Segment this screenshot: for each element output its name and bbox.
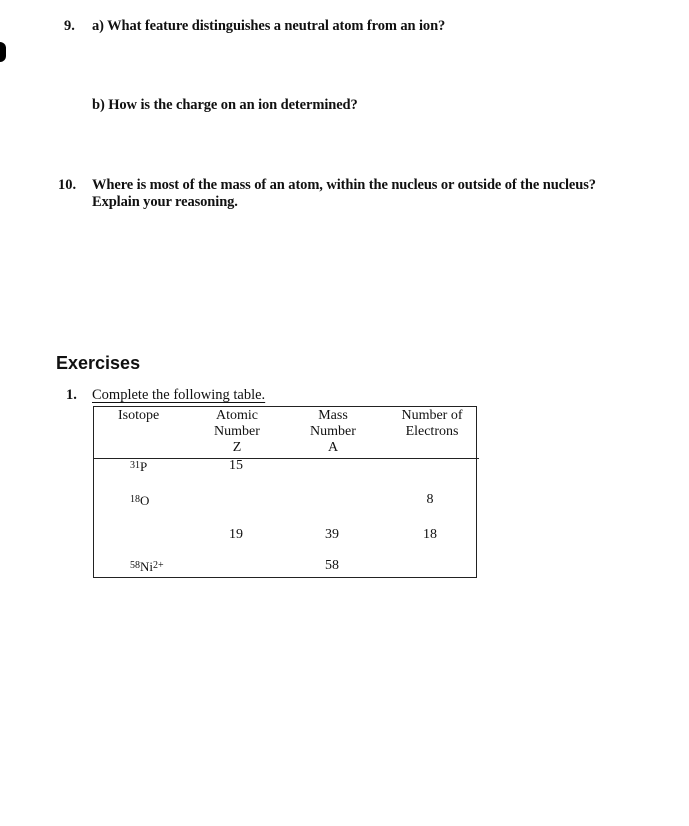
exercises-heading: Exercises — [56, 353, 141, 373]
exercise-1-text: Complete the following table. — [92, 387, 266, 403]
header-mass-number — [300, 408, 366, 456]
header-mass-line2: Number — [310, 424, 356, 439]
question-9-number: 9. — [64, 18, 75, 34]
header-electrons-line1: Number of — [401, 408, 463, 423]
table-row-1-isotope: $^{31}$P — [130, 459, 148, 474]
question-9b-text: b) How is the charge on an ion determined? — [92, 97, 358, 113]
table-row-3-atomic: 19 — [229, 527, 243, 542]
page-edge-mark — [0, 42, 6, 62]
table-row-2-electrons: 8 — [426, 492, 434, 507]
table-row-3-electrons: 18 — [423, 527, 437, 542]
table-row-4-mass: 58 — [325, 558, 339, 573]
table-row-1-atomic: 15 — [229, 458, 243, 473]
header-atomic-line2: Number — [214, 424, 260, 439]
header-electrons-line2: Electrons — [405, 424, 459, 439]
question-10-line2: Explain your reasoning. — [92, 194, 238, 210]
header-electrons — [390, 408, 474, 440]
table-header-divider — [93, 458, 479, 459]
header-mass-line1: Mass — [318, 408, 348, 423]
table-row-4-isotope: $^{58}Ni^{2+}$ — [130, 559, 164, 574]
question-10-line1: Where is most of the mass of an atom, within the nucleus or outside of the nucleus? — [92, 177, 596, 193]
table-row-3-mass: 39 — [325, 527, 339, 542]
exercise-1-number: 1. — [66, 387, 77, 403]
header-mass-symbol: A — [327, 440, 339, 455]
header-isotope: Isotope — [118, 408, 160, 423]
table-row-2-isotope: $^{18}$O — [130, 493, 150, 508]
header-atomic-line1: Atomic — [216, 408, 258, 423]
header-atomic-number — [204, 408, 270, 456]
question-9a-text: a) What feature distinguishes a neutral atom from an ion? — [92, 18, 446, 34]
header-atomic-symbol: Z — [232, 440, 242, 455]
question-10-number: 10. — [58, 177, 77, 193]
